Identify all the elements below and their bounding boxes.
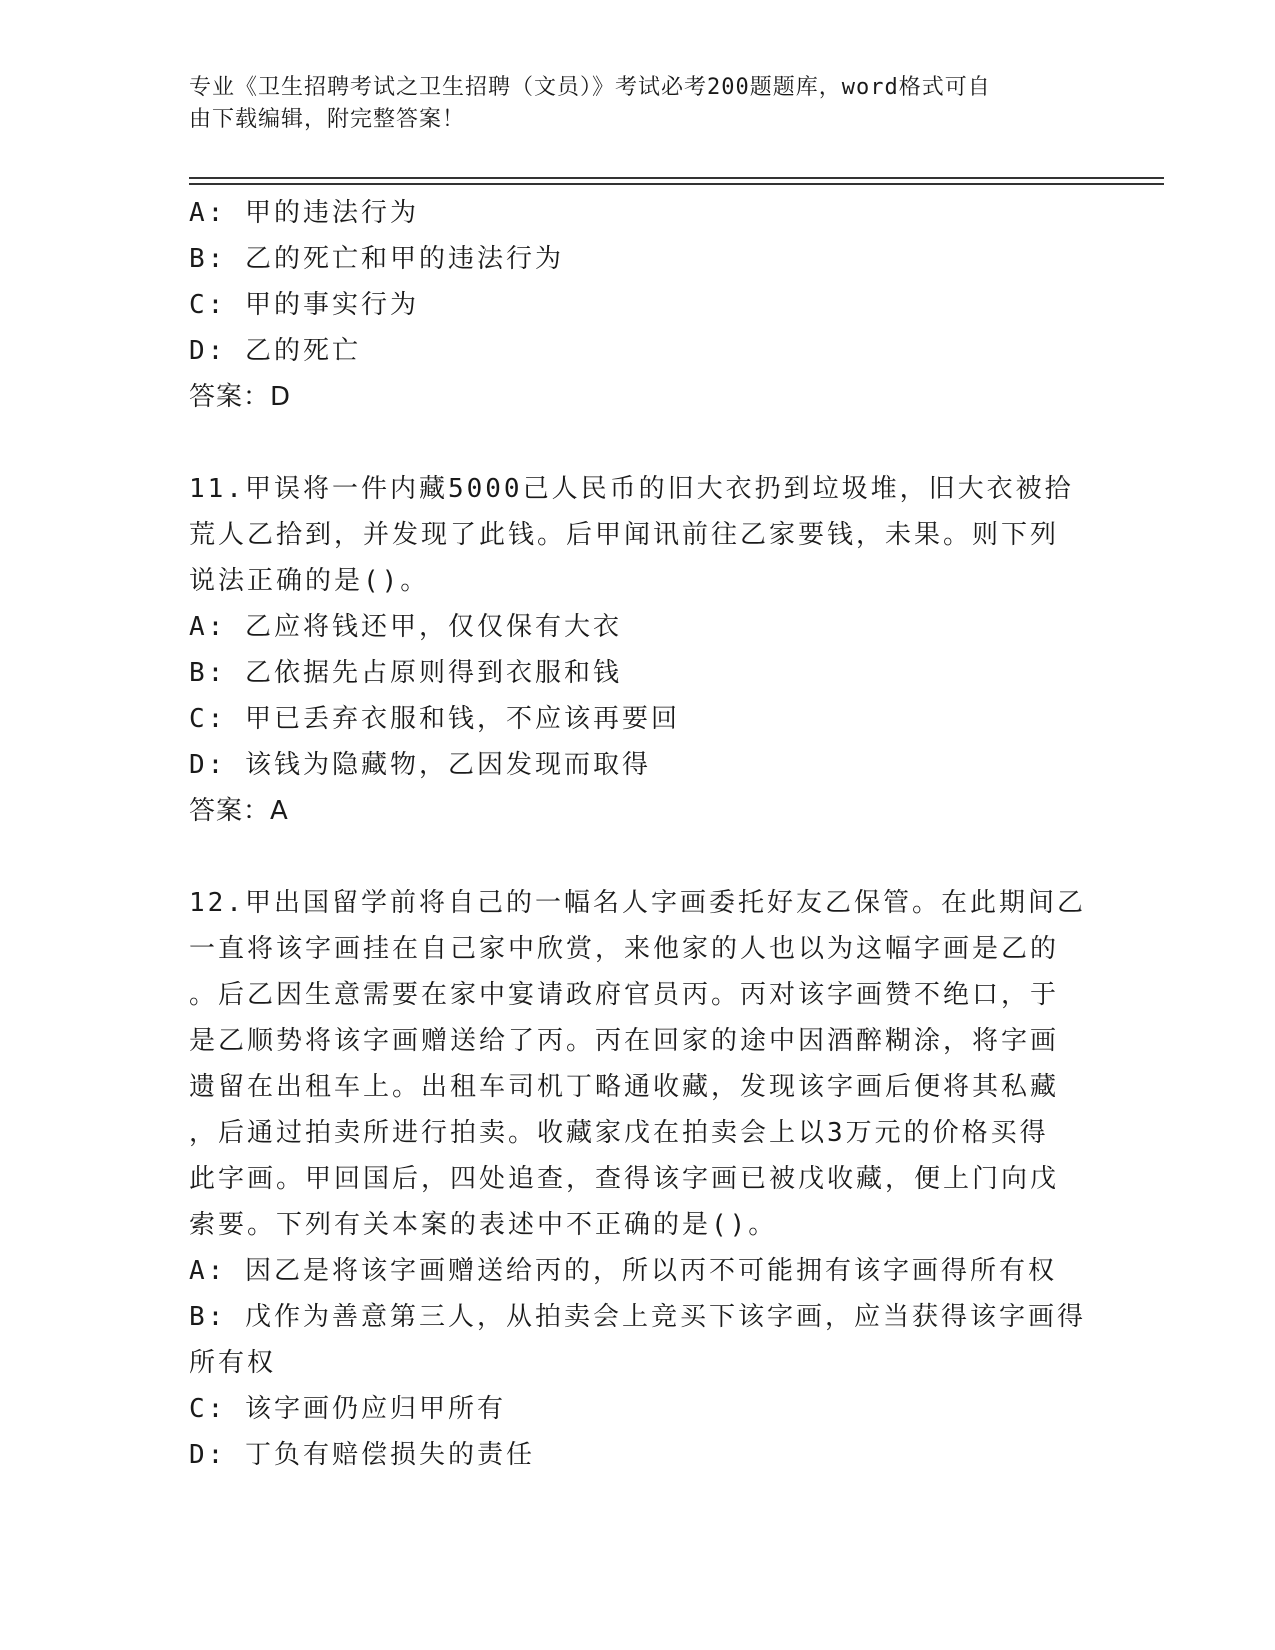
q12-option-b-continued: 所有权: [189, 1348, 277, 1378]
question-content: [189, 190, 1089, 1478]
q11-answer: 答案：A: [189, 796, 289, 826]
header-divider-top: [189, 177, 1164, 179]
q10-option-c: C: 甲的事实行为: [189, 290, 419, 320]
q11-option-b: B: 乙依据先占原则得到衣服和钱: [189, 658, 622, 688]
q10-option-a: A: 甲的违法行为: [189, 198, 419, 228]
header-divider-bottom: [189, 183, 1164, 185]
q12-question-line: 12.甲出国留学前将自己的一幅名人字画委托好友乙保管。在此期间乙: [189, 888, 1086, 918]
spacer: [189, 420, 1089, 466]
q12-question-line: 一直将该字画挂在自己家中欣赏，来他家的人也以为这幅字画是乙的: [189, 934, 1060, 964]
document-header: [189, 72, 1069, 136]
q12-question-line: 遗留在出租车上。出租车司机丁略通收藏，发现该字画后便将其私藏: [189, 1072, 1060, 1102]
q12-option-c: C: 该字画仍应归甲所有: [189, 1394, 506, 1424]
question-10-block: [189, 190, 1089, 420]
q12-question-line: ，后通过拍卖所进行拍卖。收藏家戊在拍卖会上以3万元的价格买得: [189, 1118, 1049, 1148]
q11-option-d: D: 该钱为隐藏物，乙因发现而取得: [189, 750, 651, 780]
q12-question-line: 索要。下列有关本案的表述中不正确的是()。: [189, 1210, 778, 1240]
q11-option-a: A: 乙应将钱还甲，仅仅保有大衣: [189, 612, 622, 642]
q12-question-line: 此字画。甲回国后，四处追查，查得该字画已被戊收藏，便上门向戊: [189, 1164, 1060, 1194]
q12-option-a: A: 因乙是将该字画赠送给丙的，所以丙不可能拥有该字画得所有权: [189, 1256, 1057, 1286]
question-11-block: [189, 466, 1089, 834]
q10-option-b: B: 乙的死亡和甲的违法行为: [189, 244, 564, 274]
question-12-block: [189, 880, 1089, 1478]
spacer: [189, 834, 1089, 880]
q11-question-line: 说法正确的是()。: [189, 566, 430, 596]
q11-option-c: C: 甲已丢弃衣服和钱，不应该再要回: [189, 704, 680, 734]
q12-question-line: 是乙顺势将该字画赠送给了丙。丙在回家的途中因酒醉糊涂，将字画: [189, 1026, 1060, 1056]
q11-question-line: 荒人乙拾到，并发现了此钱。后甲闻讯前往乙家要钱，未果。则下列: [189, 520, 1060, 550]
q12-option-b: B: 戊作为善意第三人，从拍卖会上竞买下该字画，应当获得该字画得: [189, 1302, 1086, 1332]
q10-answer: 答案：D: [189, 382, 292, 412]
header-line-1: 专业《卫生招聘考试之卫生招聘（文员）》考试必考200题题库，word格式可自: [189, 75, 991, 100]
q10-option-d: D: 乙的死亡: [189, 336, 361, 366]
q12-option-d: D: 丁负有赔偿损失的责任: [189, 1440, 535, 1470]
q11-question-line: 11.甲误将一件内藏5000己人民币的旧大衣扔到垃圾堆，旧大衣被拾: [189, 474, 1074, 504]
header-line-2: 由下载编辑，附完整答案！: [189, 107, 466, 132]
q12-question-line: 。后乙因生意需要在家中宴请政府官员丙。丙对该字画赞不绝口，于: [189, 980, 1060, 1010]
